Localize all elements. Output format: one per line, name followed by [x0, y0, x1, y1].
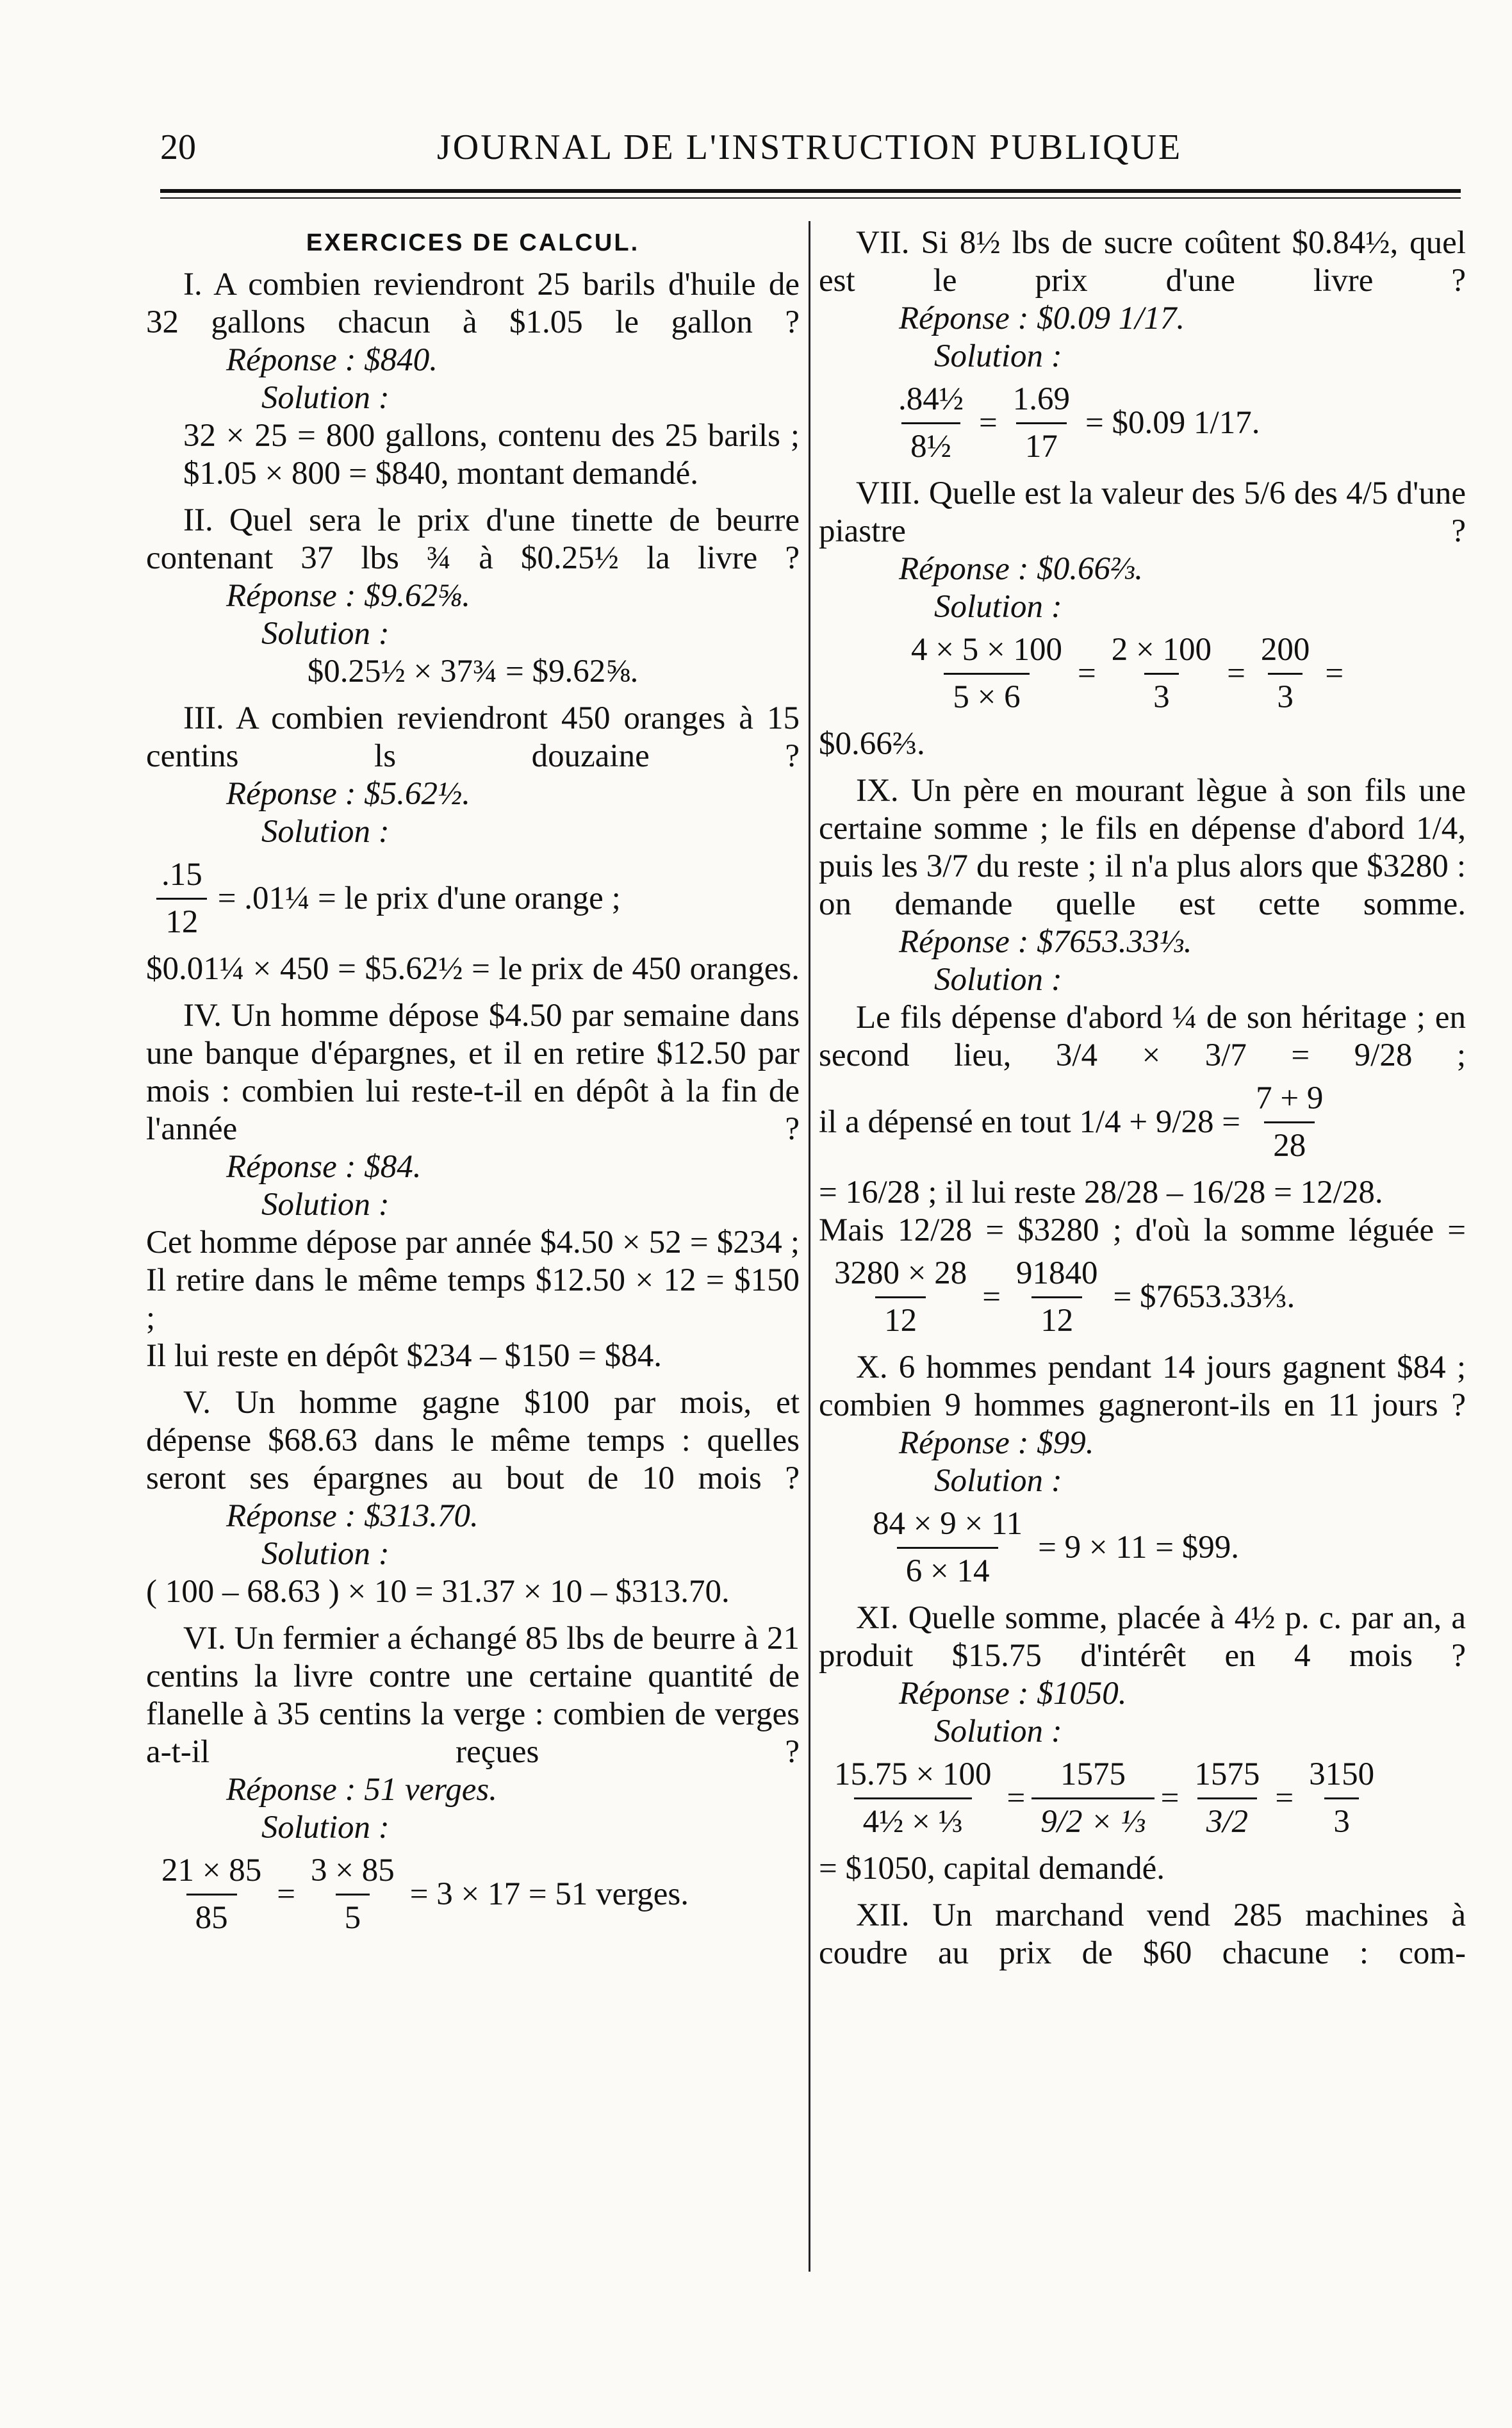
exercise-11-answer: Réponse : $1050.	[899, 1676, 1127, 1712]
denominator: 8½	[901, 422, 960, 466]
exercise-9-line: = 16/28 ; il lui reste 28/28 – 16/28 = 12/28.	[819, 1175, 1383, 1210]
exercise-10-answer: Réponse : $99.	[899, 1425, 1094, 1461]
exercise-5-solution-label: Solution :	[261, 1536, 390, 1572]
numerator: 3280 × 28	[834, 1255, 967, 1291]
fraction	[1004, 381, 1079, 466]
exercise-9-equation	[819, 1080, 1466, 1165]
denominator: 5 × 6	[944, 673, 1029, 716]
denominator: 12	[156, 898, 207, 941]
exercise-10-equation	[819, 1505, 1466, 1590]
exercise-1-line: 32 × 25 = 800 gallons, contenu des 25 barils ;	[183, 418, 800, 454]
numerator: 1575	[1194, 1756, 1260, 1792]
fraction	[302, 1852, 404, 1937]
exercise-12-question: XII. Un marchand vend 285 machines à coudre au prix de $60 chacune : com-	[819, 1897, 1466, 1971]
denominator: 5	[336, 1894, 370, 1937]
exercise-9-equation	[819, 1255, 1466, 1340]
equals-sign: =	[1007, 1780, 1026, 1816]
equation-lead: il a dépensé en tout 1/4 + 9/28 =	[819, 1104, 1241, 1140]
fraction	[1185, 1756, 1269, 1841]
numerator: 7 + 9	[1256, 1080, 1324, 1116]
section-heading: EXERCICES DE CALCUL.	[306, 229, 640, 256]
exercise-9-solution-label: Solution :	[934, 962, 1062, 998]
numerator: 15.75 × 100	[834, 1756, 992, 1792]
denominator: 3	[1144, 673, 1179, 716]
denominator: 9/2 × ⅓	[1031, 1797, 1154, 1841]
exercise-4-answer: Réponse : $84.	[226, 1149, 422, 1185]
exercise-6-answer: Réponse : 51 verges.	[226, 1772, 497, 1808]
equation-rest: = 9 × 11 = $99.	[1038, 1530, 1240, 1565]
exercise-9-answer: Réponse : $7653.33⅓.	[899, 924, 1192, 960]
exercise-4-line: Cet homme dépose par année $4.50 × 52 = $234 ;	[146, 1225, 800, 1260]
exercise-1-solution-label: Solution :	[261, 380, 390, 416]
exercise-3-question: III. A combien reviendront 450 oranges à 15 centins ls douzaine ?	[146, 700, 800, 774]
numerator: 21 × 85	[161, 1853, 262, 1888]
denominator: 12	[1031, 1296, 1082, 1340]
numerator: 3150	[1309, 1756, 1375, 1792]
exercise-3-answer: Réponse : $5.62½.	[226, 776, 471, 812]
denominator: 3	[1268, 673, 1302, 716]
header-rule	[160, 189, 1461, 193]
exercise-8-question: VIII. Quelle est la valeur des 5/6 des 4/5 d'une piastre ?	[819, 475, 1466, 549]
exercise-8-line: $0.66⅔.	[819, 726, 925, 762]
exercise-2-line: $0.25½ × 37¾ = $9.62⅝.	[307, 654, 639, 690]
denominator: 28	[1264, 1121, 1315, 1165]
exercise-3-equation	[146, 856, 800, 941]
exercise-8-solution-label: Solution :	[934, 589, 1062, 625]
equals-sign: =	[1160, 1780, 1179, 1816]
equals-sign: =	[979, 405, 998, 441]
equals-sign: =	[1325, 656, 1344, 691]
exercise-3-line: $0.01¼ × 450 = $5.62½ = le prix de 450 oranges.	[146, 951, 800, 987]
exercise-5-line: ( 100 – 68.63 ) × 10 = 31.37 × 10 – $313.70.	[146, 1574, 730, 1610]
denominator: 85	[186, 1894, 237, 1937]
numerator: 1.69	[1012, 381, 1071, 417]
numerator: 1575	[1060, 1756, 1126, 1792]
equation-rest: = 3 × 17 = 51 verges.	[409, 1876, 689, 1912]
denominator: 17	[1016, 422, 1067, 466]
fraction	[889, 381, 973, 466]
denominator: 3	[1324, 1797, 1359, 1841]
exercise-7-solution-label: Solution :	[934, 338, 1062, 374]
exercise-8-equation	[819, 631, 1466, 716]
equals-sign: =	[277, 1876, 296, 1912]
exercise-2-question: II. Quel sera le prix d'une tinette de beurre contenant 37 lbs ¾ à $0.25½ la livre ?	[146, 502, 800, 576]
fraction	[1031, 1756, 1154, 1841]
fraction	[1247, 1080, 1332, 1165]
exercise-9-line: Le fils dépense d'abord ¼ de son héritage ; en second lieu, 3/4 × 3/7 = 9/28 ;	[819, 1000, 1466, 1073]
fraction	[864, 1505, 1031, 1590]
numerator: .84½	[898, 381, 964, 417]
equals-sign: =	[1275, 1780, 1294, 1816]
exercise-7-answer: Réponse : $0.09 1/17.	[899, 301, 1185, 336]
fraction	[1300, 1756, 1383, 1841]
exercise-2-answer: Réponse : $9.62⅝.	[226, 578, 471, 614]
page-header	[147, 127, 1198, 178]
exercise-1-question: I. A combien reviendront 25 barils d'huile de 32 gallons chacun à $1.05 le gallon ?	[146, 267, 800, 340]
fraction	[152, 856, 211, 941]
numerator: 91840	[1016, 1255, 1098, 1291]
fraction	[1252, 631, 1319, 716]
exercise-4-line: Il lui reste en dépôt $234 – $150 = $84.	[146, 1338, 662, 1374]
denominator: 4½ × ⅓	[854, 1797, 972, 1841]
exercise-6-equation	[146, 1852, 800, 1937]
exercise-11-equation	[819, 1756, 1466, 1841]
journal-title: JOURNAL DE L'INSTRUCTION PUBLIQUE	[437, 128, 1183, 167]
numerator: 3 × 85	[311, 1853, 395, 1888]
exercise-6-solution-label: Solution :	[261, 1810, 390, 1846]
exercise-9-line: Mais 12/28 = $3280 ; d'où la somme léguée =	[819, 1212, 1466, 1248]
fraction	[1007, 1255, 1107, 1340]
equals-sign: =	[1078, 656, 1096, 691]
exercise-10-question: X. 6 hommes pendant 14 jours gagnent $84 ; combien 9 hommes gagneront-ils en 11 jours ?	[819, 1350, 1466, 1423]
exercise-6-question: VI. Un fermier a échangé 85 lbs de beurre à 21 centins la livre contre une certaine quantité de flanelle à 35 centins la verge : combien de verges a-t-il reçues ?	[146, 1621, 800, 1770]
exercise-1-answer: Réponse : $840.	[226, 342, 438, 378]
exercise-4-solution-label: Solution :	[261, 1187, 390, 1223]
numerator: 2 × 100	[1111, 632, 1212, 668]
exercise-2-solution-label: Solution :	[261, 616, 390, 652]
exercise-3-solution-label: Solution :	[261, 814, 390, 850]
exercise-11-line: = $1050, capital demandé.	[819, 1851, 1165, 1887]
exercise-5-question: V. Un homme gagne $100 par mois, et dépense $68.63 dans le même temps : quelles seront ses épargnes au bout de 10 mois ?	[146, 1385, 800, 1496]
equation-rest: = .01¼ = le prix d'une orange ;	[217, 880, 621, 916]
equation-rest: = $7653.33⅓.	[1113, 1279, 1295, 1315]
numerator: 84 × 9 × 11	[873, 1506, 1023, 1542]
denominator: 6 × 14	[897, 1547, 999, 1590]
exercise-4-line: Il retire dans le même temps $12.50 × 12 = $150 ;	[146, 1262, 800, 1336]
exercise-4-question: IV. Un homme dépose $4.50 par semaine dans une banque d'épargnes, et il en retire $12.50 par mois : combien lui reste-t-il en dépôt à la fin de l'année ?	[146, 998, 800, 1147]
fraction	[1103, 631, 1220, 716]
right-column	[819, 224, 1466, 1972]
equation-rest: = $0.09 1/17.	[1085, 405, 1260, 441]
fraction	[825, 1255, 976, 1340]
numerator: 200	[1260, 632, 1310, 668]
exercise-7-equation	[819, 381, 1466, 466]
exercise-8-answer: Réponse : $0.66⅔.	[899, 551, 1144, 587]
fraction	[152, 1852, 270, 1937]
equals-sign: =	[1227, 656, 1245, 691]
exercise-11-solution-label: Solution :	[934, 1714, 1062, 1749]
exercise-5-answer: Réponse : $313.70.	[226, 1498, 479, 1534]
exercise-7-question: VII. Si 8½ lbs de sucre coûtent $0.84½, quel est le prix d'une livre ?	[819, 225, 1466, 299]
equals-sign: =	[982, 1279, 1001, 1315]
exercise-1-line: $1.05 × 800 = $840, montant demandé.	[183, 456, 698, 491]
denominator: 12	[875, 1296, 926, 1340]
exercise-11-question: XI. Quelle somme, placée à 4½ p. c. par an, a produit $15.75 d'intérêt en 4 mois ?	[819, 1600, 1466, 1674]
denominator: 3/2	[1197, 1797, 1257, 1841]
exercise-10-solution-label: Solution :	[934, 1463, 1062, 1499]
numerator: .15	[161, 857, 202, 893]
header-rule-thin	[160, 197, 1461, 199]
page-number: 20	[160, 128, 196, 167]
left-column	[146, 224, 800, 1946]
column-divider	[809, 221, 810, 2272]
fraction	[902, 631, 1071, 716]
exercise-9-question: IX. Un père en mourant lègue à son fils une certaine somme ; le fils en dépense d'abord 1/4, puis les 3/7 du reste ; il n'a plus alors que $3280 : on demande quelle est cette somme.	[819, 773, 1466, 922]
fraction	[825, 1756, 1001, 1841]
numerator: 4 × 5 × 100	[911, 632, 1063, 668]
